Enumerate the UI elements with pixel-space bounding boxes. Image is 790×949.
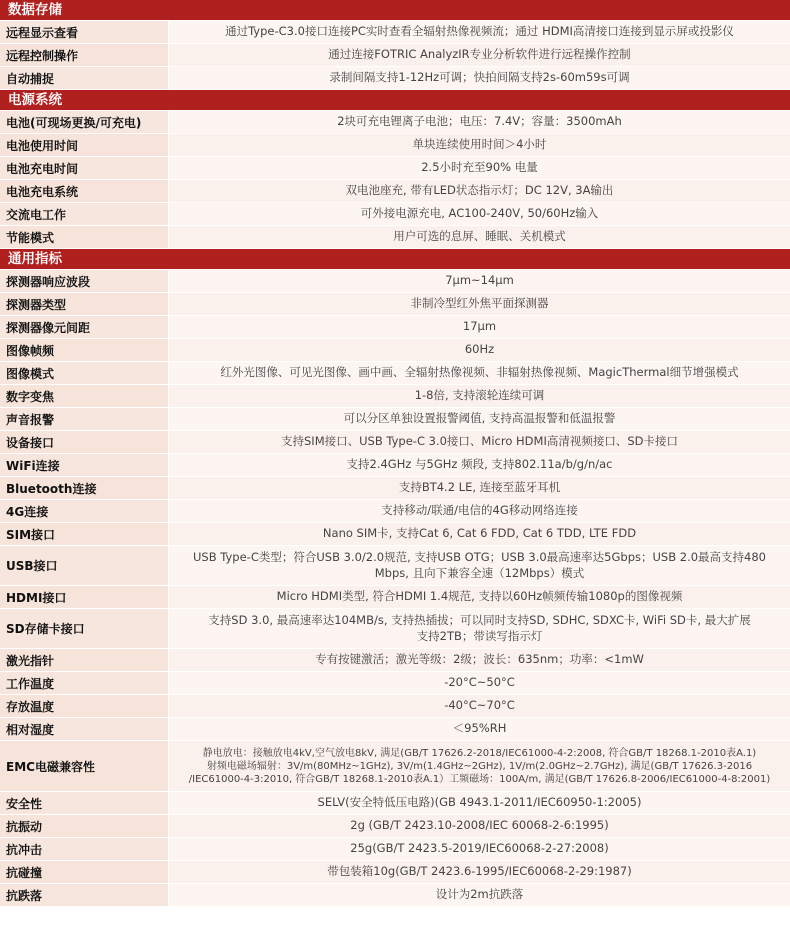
spec-row bbox=[0, 649, 790, 672]
spec-value: 可外接电源充电, AC100-240V, 50/60Hz输入 bbox=[169, 203, 790, 225]
spec-value bbox=[169, 741, 790, 791]
spec-label: 电池(可现场更换/可充电) bbox=[0, 111, 169, 133]
spec-label: USB接口 bbox=[0, 546, 169, 585]
spec-row bbox=[0, 180, 790, 203]
spec-label: 电池充电系统 bbox=[0, 180, 169, 202]
spec-label: 抗冲击 bbox=[0, 838, 169, 860]
spec-label: Bluetooth连接 bbox=[0, 477, 169, 499]
spec-label: 电池充电时间 bbox=[0, 157, 169, 179]
spec-value: SELV(安全特低压电路)(GB 4943.1-2011/IEC60950-1:2005) bbox=[169, 792, 790, 814]
spec-value-line: 射频电磁场辐射：3V/m(80MHz~1GHz), 3V/m(1.4GHz~2GHz), 1V/m(2.0GHz~2.7GHz), 满足(GB/T 17626.3-2016 bbox=[206, 760, 753, 772]
spec-label: 抗碰撞 bbox=[0, 861, 169, 883]
spec-value-line: USB Type-C类型；符合USB 3.0/2.0规范, 支持USB OTG；USB 3.0最高速率达5Gbps；USB 2.0最高支持480 bbox=[193, 549, 766, 564]
section-header: 通用指标 bbox=[0, 249, 790, 270]
spec-value-line: 静电放电：接触放电4kV,空气放电8kV, 满足(GB/T 17626.2-2018/IEC61000-4-2:2008, 符合GB/T 18268.1-2010表A.1) bbox=[202, 747, 757, 759]
spec-label: 交流电工作 bbox=[0, 203, 169, 225]
spec-value-line: 支持2TB；带读写指示灯 bbox=[416, 628, 543, 643]
spec-value bbox=[169, 546, 790, 585]
spec-value: 17μm bbox=[169, 316, 790, 338]
spec-row bbox=[0, 718, 790, 741]
section-header: 电源系统 bbox=[0, 90, 790, 111]
spec-value: 支持BT4.2 LE, 连接至蓝牙耳机 bbox=[169, 477, 790, 499]
spec-row bbox=[0, 362, 790, 385]
spec-row bbox=[0, 270, 790, 293]
spec-value: 录制间隔支持1-12Hz可调；快拍间隔支持2s-60m59s可调 bbox=[169, 67, 790, 89]
spec-value: 支持SIM接口、USB Type-C 3.0接口、Micro HDMI高清视频接口、SD卡接口 bbox=[169, 431, 790, 453]
spec-value-line: /IEC61000-4-3:2010, 符合GB/T 18268.1-2010表A.1）工频磁场：100A/m, 满足(GB/T 17626.8-2006/IEC61000-4-8:2001) bbox=[188, 773, 771, 785]
spec-row bbox=[0, 454, 790, 477]
spec-row bbox=[0, 500, 790, 523]
spec-label: 4G连接 bbox=[0, 500, 169, 522]
spec-row bbox=[0, 203, 790, 226]
spec-row bbox=[0, 609, 790, 649]
spec-row bbox=[0, 67, 790, 90]
spec-value: 设计为2m抗跌落 bbox=[169, 884, 790, 906]
spec-row bbox=[0, 838, 790, 861]
spec-row bbox=[0, 523, 790, 546]
spec-value: 2g (GB/T 2423.10-2008/IEC 60068-2-6:1995) bbox=[169, 815, 790, 837]
spec-label: 相对湿度 bbox=[0, 718, 169, 740]
spec-value-line: Mbps, 且向下兼容全速（12Mbps）模式 bbox=[374, 565, 585, 580]
spec-label: EMC电磁兼容性 bbox=[0, 741, 169, 791]
spec-row bbox=[0, 385, 790, 408]
spec-value: 非制冷型红外焦平面探测器 bbox=[169, 293, 790, 315]
spec-label: 声音报警 bbox=[0, 408, 169, 430]
spec-label: 数字变焦 bbox=[0, 385, 169, 407]
spec-value bbox=[169, 609, 790, 648]
spec-label: 探测器类型 bbox=[0, 293, 169, 315]
spec-row bbox=[0, 815, 790, 838]
spec-value: 2块可充电锂离子电池；电压：7.4V；容量：3500mAh bbox=[169, 111, 790, 133]
spec-label: 远程显示查看 bbox=[0, 21, 169, 43]
spec-row bbox=[0, 339, 790, 362]
spec-label: WiFi连接 bbox=[0, 454, 169, 476]
spec-row bbox=[0, 741, 790, 792]
spec-label: 存放温度 bbox=[0, 695, 169, 717]
spec-label: 探测器像元间距 bbox=[0, 316, 169, 338]
spec-row bbox=[0, 157, 790, 180]
spec-value: ＜95%RH bbox=[169, 718, 790, 740]
spec-label: 抗跌落 bbox=[0, 884, 169, 906]
spec-row bbox=[0, 672, 790, 695]
spec-label: 电池使用时间 bbox=[0, 134, 169, 156]
spec-label: 自动捕捉 bbox=[0, 67, 169, 89]
spec-label: 远程控制操作 bbox=[0, 44, 169, 66]
spec-value: -40°C~70°C bbox=[169, 695, 790, 717]
spec-row bbox=[0, 111, 790, 134]
spec-label: 图像模式 bbox=[0, 362, 169, 384]
spec-row bbox=[0, 695, 790, 718]
spec-row bbox=[0, 586, 790, 609]
spec-row bbox=[0, 44, 790, 67]
spec-label: SD存储卡接口 bbox=[0, 609, 169, 648]
spec-row bbox=[0, 226, 790, 249]
spec-value: 7μm~14μm bbox=[169, 270, 790, 292]
spec-label: 节能模式 bbox=[0, 226, 169, 248]
spec-row bbox=[0, 408, 790, 431]
spec-value: Micro HDMI类型, 符合HDMI 1.4规范, 支持以60Hz帧频传输1080p的图像视频 bbox=[169, 586, 790, 608]
spec-value: 2.5小时充至90% 电量 bbox=[169, 157, 790, 179]
spec-value: 双电池座充, 带有LED状态指示灯；DC 12V, 3A输出 bbox=[169, 180, 790, 202]
spec-value: 支持移动/联通/电信的4G移动网络连接 bbox=[169, 500, 790, 522]
spec-value: 通过Type-C3.0接口连接PC实时查看全辐射热像视频流；通过 HDMI高清接口连接到显示屏或投影仪 bbox=[169, 21, 790, 43]
spec-label: SIM接口 bbox=[0, 523, 169, 545]
spec-row bbox=[0, 477, 790, 500]
spec-label: HDMI接口 bbox=[0, 586, 169, 608]
spec-row bbox=[0, 861, 790, 884]
spec-row bbox=[0, 134, 790, 157]
spec-row bbox=[0, 293, 790, 316]
spec-row bbox=[0, 21, 790, 44]
spec-value: 单块连续使用时间＞4小时 bbox=[169, 134, 790, 156]
spec-value: 支持2.4GHz 与5GHz 频段, 支持802.11a/b/g/n/ac bbox=[169, 454, 790, 476]
spec-row bbox=[0, 431, 790, 454]
spec-value: 可以分区单独设置报警阈值, 支持高温报警和低温报警 bbox=[169, 408, 790, 430]
spec-value: 25g(GB/T 2423.5-2019/IEC60068-2-27:2008) bbox=[169, 838, 790, 860]
spec-value-line: 支持SD 3.0, 最高速率达104MB/s, 支持热插拔；可以同时支持SD, SDHC, SDXC卡, WiFi SD卡, 最大扩展 bbox=[208, 612, 751, 627]
spec-row bbox=[0, 316, 790, 339]
section-header: 数据存储 bbox=[0, 0, 790, 21]
spec-value: 红外光图像、可见光图像、画中画、全辐射热像视频、非辐射热像视频、MagicThermal细节增强模式 bbox=[169, 362, 790, 384]
spec-value: 通过连接FOTRIC AnalyzIR专业分析软件进行远程操作控制 bbox=[169, 44, 790, 66]
spec-value: 60Hz bbox=[169, 339, 790, 361]
spec-label: 探测器响应波段 bbox=[0, 270, 169, 292]
spec-row bbox=[0, 792, 790, 815]
spec-row bbox=[0, 884, 790, 907]
spec-row bbox=[0, 546, 790, 586]
spec-value: 带包装箱10g(GB/T 2423.6-1995/IEC60068-2-29:1987) bbox=[169, 861, 790, 883]
spec-label: 工作温度 bbox=[0, 672, 169, 694]
spec-value: 用户可选的息屏、睡眠、关机模式 bbox=[169, 226, 790, 248]
spec-label: 抗振动 bbox=[0, 815, 169, 837]
spec-value: 专有按键激活；激光等级：2级；波长：635nm；功率：<1mW bbox=[169, 649, 790, 671]
spec-label: 激光指针 bbox=[0, 649, 169, 671]
spec-label: 安全性 bbox=[0, 792, 169, 814]
spec-value: Nano SIM卡, 支持Cat 6, Cat 6 FDD, Cat 6 TDD, LTE FDD bbox=[169, 523, 790, 545]
spec-label: 图像帧频 bbox=[0, 339, 169, 361]
spec-value: -20°C~50°C bbox=[169, 672, 790, 694]
spec-value: 1-8倍, 支持滚轮连续可调 bbox=[169, 385, 790, 407]
spec-label: 设备接口 bbox=[0, 431, 169, 453]
